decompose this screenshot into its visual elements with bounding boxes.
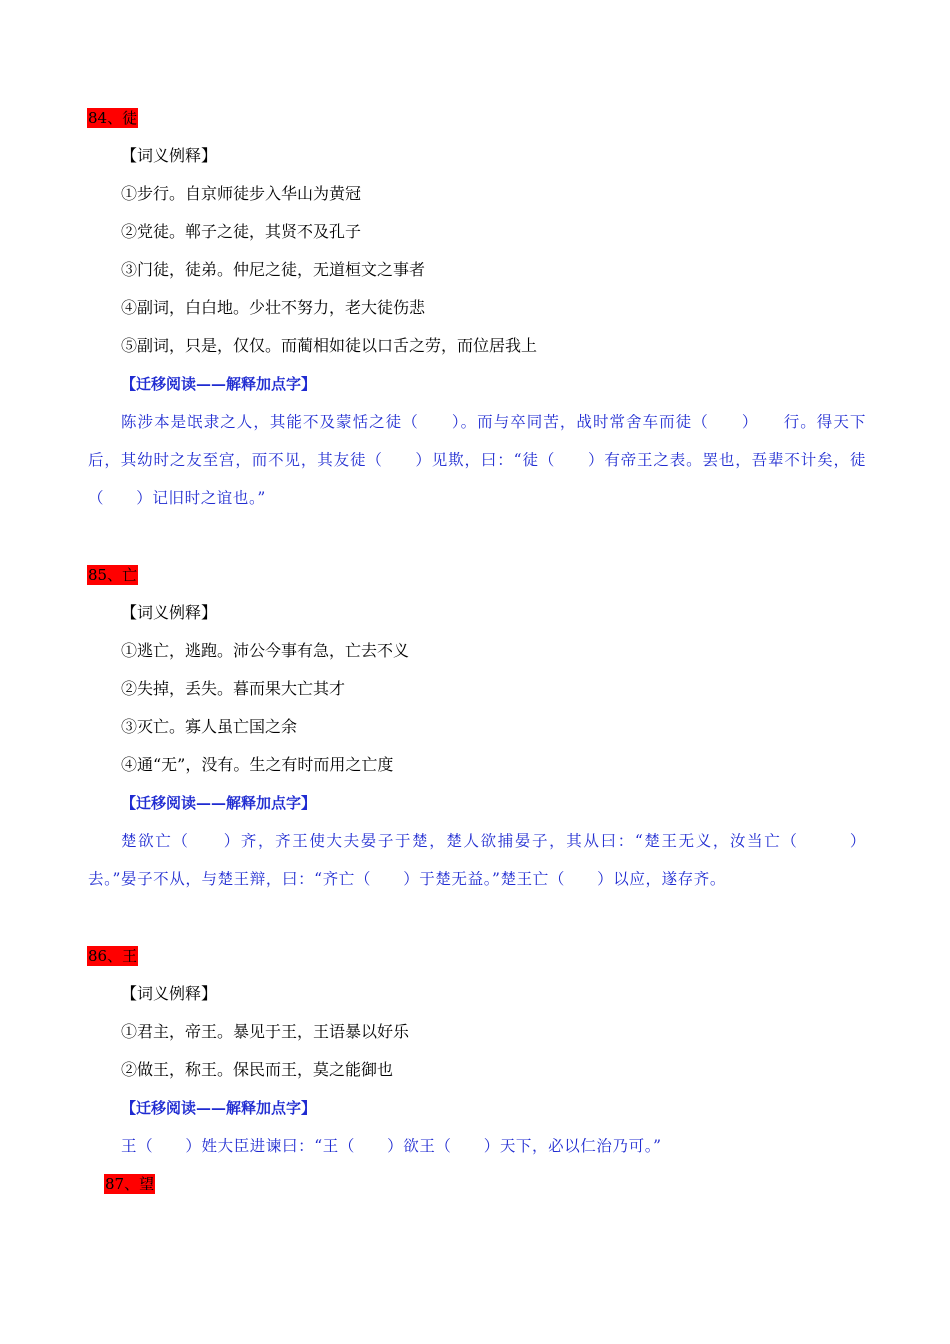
transfer-reading-label: 【迁移阅读——解释加点字】 (121, 1099, 317, 1117)
meaning-item: ⑤副词，只是，仅仅。而蔺相如徒以口舌之劳，而位居我上 (121, 336, 538, 355)
meaning-item: ④副词，白白地。少壮不努力，老大徒伤悲 (121, 298, 426, 317)
entry-heading-85: 85、亡 (88, 566, 138, 584)
meaning-item: ③门徒，徒弟。仲尼之徒，无道桓文之事者 (121, 260, 426, 279)
transfer-reading-label: 【迁移阅读——解释加点字】 (121, 794, 317, 812)
transfer-reading-passage: 陈涉本是氓隶之人，其能不及蒙恬之徒（ ）。而与卒同苦，战时常舍车而徒（ ） 行。得天下后，其幼时之友至宫，而不见，其友徒（ ）见欺，曰：“徒（ ）有帝王之表。罢也，吾辈不计矣，徒（ ）记旧时之谊也。” (88, 413, 866, 507)
meaning-item: ①步行。自京师徒步入华山为黄冠 (121, 184, 362, 203)
transfer-reading-passage: 王（ ）姓大臣进谏曰：“王（ ）欲王（ ）天下，必以仁治乃可。” (121, 1137, 662, 1155)
entry-heading-86: 86、王 (88, 947, 138, 965)
transfer-reading-passage: 楚欲亡（ ）齐，齐王使大夫晏子于楚，楚人欲捕晏子，其从曰：“楚王无义，汝当亡（ ）去。”晏子不从，与楚王辩，曰：“齐亡（ ）于楚无益。”楚王亡（ ）以应，遂存齐。 (88, 832, 866, 888)
meaning-item: ④通“无”，没有。生之有时而用之亡度 (121, 755, 394, 774)
meaning-item: ①逃亡，逃跑。沛公今事有急，亡去不义 (121, 641, 410, 660)
meaning-examples-label: 【词义例释】 (121, 146, 218, 165)
meaning-item: ②失掉，丢失。暮而果大亡其才 (121, 679, 346, 698)
meaning-item: ②党徒。郸子之徒，其贤不及孔子 (121, 222, 362, 241)
meaning-examples-label: 【词义例释】 (121, 603, 218, 622)
entry-heading-84: 84、徒 (88, 109, 138, 127)
meaning-item: ①君主，帝王。暴见于王，王语暴以好乐 (121, 1022, 410, 1041)
meaning-item: ②做王，称王。保民而王，莫之能御也 (121, 1060, 394, 1079)
meaning-item: ③灭亡。寡人虽亡国之余 (121, 717, 298, 736)
entry-heading-87: 87、望 (105, 1175, 155, 1193)
meaning-examples-label: 【词义例释】 (121, 984, 218, 1003)
transfer-reading-label: 【迁移阅读——解释加点字】 (121, 375, 317, 393)
